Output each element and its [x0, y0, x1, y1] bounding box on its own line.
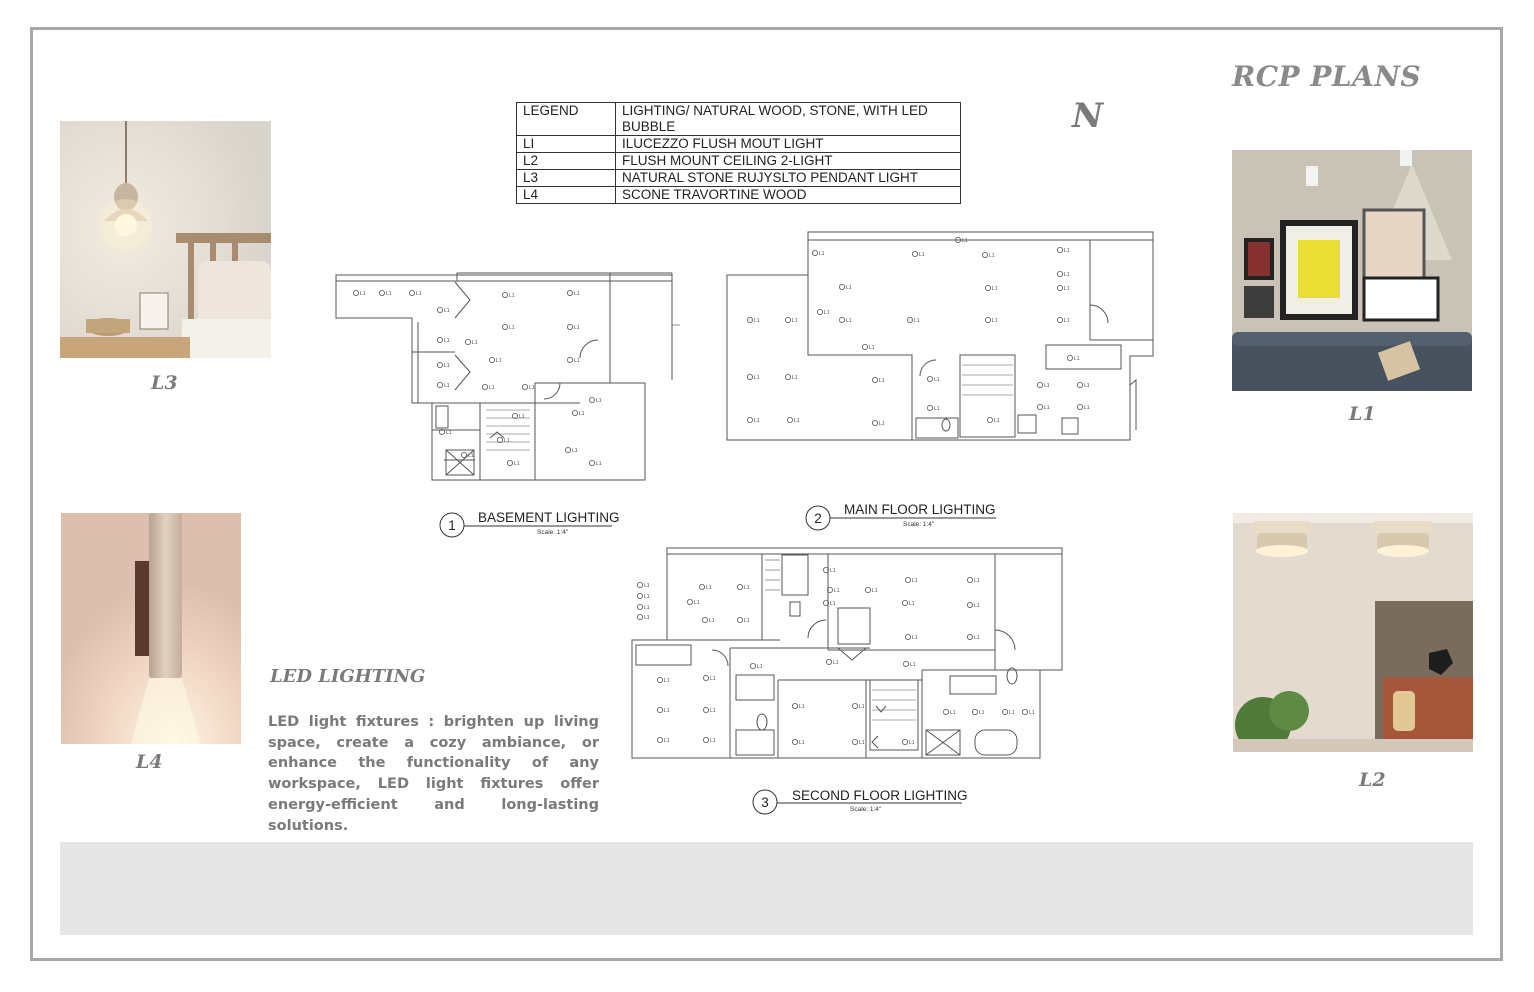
light-fixture-tag: L1 [1029, 710, 1035, 716]
north-indicator: N [1072, 96, 1104, 136]
light-fixture-tag: L1 [579, 411, 585, 417]
light-fixture-symbol [657, 737, 662, 742]
light-fixture-tag: L1 [446, 430, 452, 436]
light-fixture-tag: L1 [799, 740, 805, 746]
light-fixture-tag: L1 [910, 662, 916, 668]
light-fixture-tag: L1 [824, 310, 830, 316]
light-fixture-tag: L1 [974, 603, 980, 609]
light-fixture-symbol [872, 420, 877, 425]
light-fixture-symbol [812, 250, 817, 255]
light-fixture-tag: L1 [596, 461, 602, 467]
legend-key: LI [517, 136, 616, 153]
light-fixture-symbol [657, 677, 662, 682]
light-fixture-tag: L1 [914, 318, 920, 324]
light-fixture-tag: L1 [950, 710, 956, 716]
light-fixture-symbol [872, 377, 877, 382]
light-fixture-symbol [502, 292, 507, 297]
main-plan-label: MAIN FLOOR LIGHTING [844, 502, 996, 517]
light-fixture-symbol [379, 290, 384, 295]
light-fixture-tag: L1 [509, 325, 515, 331]
light-fixture-symbol [737, 584, 742, 589]
legend-value: FLUSH MOUNT CEILING 2-LIGHT [616, 153, 961, 170]
legend-value: ILUCEZZO FLUSH MOUT LIGHT [616, 136, 961, 153]
light-fixture-symbol [502, 324, 507, 329]
light-fixture-tag: L1 [644, 583, 650, 589]
light-fixture-symbol [737, 617, 742, 622]
light-fixture-tag: L1 [386, 291, 392, 297]
light-fixture-symbol [985, 285, 990, 290]
light-fixture-symbol [905, 634, 910, 639]
light-fixture-symbol [972, 709, 977, 714]
legend-value: NATURAL STONE RUJYSLTO PENDANT LIGHT [616, 170, 961, 187]
light-fixture-tag: L1 [574, 325, 580, 331]
light-fixture-tag: L1 [879, 378, 885, 384]
light-fixture-symbol [567, 357, 572, 362]
light-fixture-tag: L1 [794, 418, 800, 424]
light-fixture-tag: L1 [830, 601, 836, 607]
light-fixture-symbol [461, 452, 466, 457]
light-fixture-symbol [747, 417, 752, 422]
light-fixture-tag: L1 [833, 660, 839, 666]
light-fixture-symbol [785, 317, 790, 322]
light-fixture-tag: L1 [909, 740, 915, 746]
basement-plan [336, 273, 680, 480]
light-fixture-tag: L1 [664, 708, 670, 714]
light-fixture-tag: L1 [989, 253, 995, 259]
main-floor-caption [806, 502, 996, 530]
light-fixture-tag: L1 [912, 635, 918, 641]
light-fixture-tag: L1 [644, 594, 650, 600]
light-fixture-symbol [703, 675, 708, 680]
light-fixture-symbol [465, 339, 470, 344]
light-fixture-tag: L1 [444, 383, 450, 389]
light-fixture-symbol [905, 577, 910, 582]
light-fixture-tag: L1 [529, 385, 535, 391]
light-fixture-tag: L1 [909, 601, 915, 607]
light-fixture-tag: L1 [710, 676, 716, 682]
light-fixture-tag: L1 [754, 375, 760, 381]
led-description: LED light fixtures : brighten up living space, create a cozy ambiance, or enhance the functionality of any workspace, LED light fixtures offer energy-efficient and long-lasting solutions. [268, 714, 599, 834]
l4-caption: L4 [136, 751, 163, 773]
light-fixture-symbol [1077, 382, 1082, 387]
light-fixture-tag: L1 [504, 438, 510, 444]
light-fixture-symbol [817, 309, 822, 314]
light-fixture-symbol [1057, 271, 1062, 276]
light-fixture-tag: L1 [1064, 248, 1070, 254]
light-fixture-tag: L1 [664, 738, 670, 744]
light-fixture-tag: L1 [859, 740, 865, 746]
light-fixture-symbol [702, 617, 707, 622]
light-fixture-symbol [967, 577, 972, 582]
light-fixture-symbol [907, 317, 912, 322]
light-fixture-tag: L1 [974, 578, 980, 584]
light-fixture-symbol [943, 709, 948, 714]
light-fixture-tag: L1 [489, 385, 495, 391]
basement-plan-label: BASEMENT LIGHTING [478, 510, 620, 525]
legend-key: L3 [517, 170, 616, 187]
light-fixture-tag: L1 [799, 704, 805, 710]
light-fixture-tag: L1 [496, 358, 502, 364]
light-fixture-tag: L1 [754, 318, 760, 324]
light-fixture-symbol [437, 337, 442, 342]
light-fixture-tag: L1 [979, 710, 985, 716]
light-fixture-symbol [852, 703, 857, 708]
light-fixture-symbol [1067, 355, 1072, 360]
light-fixture-symbol [927, 405, 932, 410]
legend-header-key: LEGEND [517, 103, 616, 136]
light-fixture-tag: L1 [709, 618, 715, 624]
light-fixture-tag: L1 [744, 618, 750, 624]
light-fixture-tag: L1 [710, 738, 716, 744]
light-fixture-tag: L1 [992, 318, 998, 324]
light-fixture-symbol [437, 362, 442, 367]
light-fixture-symbol [589, 460, 594, 465]
light-fixture-symbol [637, 614, 642, 619]
light-fixture-symbol [567, 290, 572, 295]
light-fixture-symbol [437, 382, 442, 387]
light-fixture-tag: L1 [872, 588, 878, 594]
light-fixture-tag: L1 [859, 704, 865, 710]
light-fixture-symbol [1057, 285, 1062, 290]
light-fixture-symbol [572, 410, 577, 415]
light-fixture-tag: L1 [962, 238, 968, 244]
page-title: RCP PLANS [1232, 60, 1422, 93]
light-fixture-symbol [987, 417, 992, 422]
light-fixture-tag: L1 [1064, 272, 1070, 278]
basement-plan-scale: Scale: 1:4" [537, 529, 569, 536]
light-fixture-symbol [982, 252, 987, 257]
light-fixture-tag: L1 [444, 338, 450, 344]
light-fixture-symbol [353, 290, 358, 295]
l3-caption: L3 [151, 372, 178, 394]
l1-caption: L1 [1349, 403, 1376, 425]
light-fixture-symbol [703, 737, 708, 742]
light-fixture-symbol [839, 284, 844, 289]
light-fixture-symbol [750, 663, 755, 668]
light-fixture-tag: L1 [360, 291, 366, 297]
light-fixture-tag: L1 [912, 578, 918, 584]
light-fixture-tag: L1 [644, 615, 650, 621]
led-heading: LED LIGHTING [270, 666, 426, 687]
light-fixture-tag: L1 [444, 308, 450, 314]
light-fixture-tag: L1 [934, 377, 940, 383]
light-fixture-symbol [747, 374, 752, 379]
light-fixture-symbol [902, 600, 907, 605]
light-fixture-tag: L1 [519, 414, 525, 420]
light-fixture-tag: L1 [1064, 286, 1070, 292]
light-fixture-tag: L1 [1084, 405, 1090, 411]
light-fixture-symbol [852, 739, 857, 744]
light-fixture-tag: L1 [919, 252, 925, 258]
light-fixture-tag: L1 [416, 291, 422, 297]
light-fixture-symbol [637, 593, 642, 598]
light-fixture-symbol [437, 307, 442, 312]
light-fixture-tag: L1 [934, 406, 940, 412]
light-fixture-tag: L1 [694, 600, 700, 606]
main-plan-number: 2 [814, 511, 822, 526]
light-fixture-symbol [862, 344, 867, 349]
basement-plan-number: 1 [448, 518, 456, 533]
light-fixture-tag: L1 [830, 568, 836, 574]
light-fixture-tag: L1 [444, 363, 450, 369]
light-fixture-symbol [567, 324, 572, 329]
light-fixture-tag: L1 [509, 293, 515, 299]
light-fixture-symbol [637, 604, 642, 609]
light-fixture-symbol [1022, 709, 1027, 714]
light-fixture-symbol [1037, 404, 1042, 409]
light-fixture-tag: L1 [754, 418, 760, 424]
light-fixture-symbol [902, 739, 907, 744]
light-fixture-symbol [522, 384, 527, 389]
light-fixture-symbol [785, 374, 790, 379]
light-fixture-tag: L1 [472, 340, 478, 346]
basement-caption [440, 510, 620, 537]
light-fixture-symbol [589, 397, 594, 402]
light-fixture-symbol [787, 417, 792, 422]
light-fixture-symbol [1037, 382, 1042, 387]
light-fixture-tag: L1 [846, 285, 852, 291]
light-fixture-tag: L1 [468, 453, 474, 459]
l2-caption: L2 [1359, 769, 1386, 791]
light-fixture-symbol [1057, 247, 1062, 252]
light-fixture-tag: L1 [792, 318, 798, 324]
light-fixture-tag: L1 [664, 678, 670, 684]
light-fixture-symbol [1077, 404, 1082, 409]
light-fixture-tag: L1 [574, 291, 580, 297]
legend-key: L4 [517, 187, 616, 204]
light-fixture-symbol [903, 661, 908, 666]
light-fixture-tag: L1 [834, 588, 840, 594]
second-plan-number: 3 [761, 795, 769, 810]
legend-key: L2 [517, 153, 616, 170]
light-fixture-symbol [409, 290, 414, 295]
second-floor-plan [632, 548, 1062, 758]
light-fixture-tag: L1 [1084, 383, 1090, 389]
second-floor-caption [753, 788, 968, 814]
light-fixture-symbol [565, 447, 570, 452]
light-fixture-tag: L1 [757, 664, 763, 670]
light-fixture-symbol [507, 460, 512, 465]
light-fixture-symbol [927, 376, 932, 381]
light-fixture-symbol [792, 739, 797, 744]
light-fixture-symbol [912, 251, 917, 256]
light-fixture-symbol [489, 357, 494, 362]
light-fixture-tag: L1 [879, 421, 885, 427]
light-fixture-symbol [637, 582, 642, 587]
light-fixture-tag: L1 [992, 286, 998, 292]
light-fixture-tag: L1 [514, 461, 520, 467]
light-fixture-tag: L1 [596, 398, 602, 404]
light-fixture-tag: L1 [869, 345, 875, 351]
light-fixture-tag: L1 [644, 605, 650, 611]
light-fixture-tag: L1 [974, 635, 980, 641]
legend-value: SCONE TRAVORTINE WOOD [616, 187, 961, 204]
light-fixture-symbol [1057, 317, 1062, 322]
light-fixture-symbol [967, 634, 972, 639]
legend-header-value: LIGHTING/ NATURAL WOOD, STONE, WITH LED BUBBLE [616, 103, 961, 136]
light-fixture-symbol [699, 584, 704, 589]
light-fixture-tag: L1 [1064, 318, 1070, 324]
light-fixture-symbol [482, 384, 487, 389]
light-fixture-symbol [792, 703, 797, 708]
light-fixture-tag: L1 [710, 708, 716, 714]
light-fixture-tag: L1 [1009, 710, 1015, 716]
light-fixture-symbol [687, 599, 692, 604]
light-fixture-symbol [826, 659, 831, 664]
light-fixture-tag: L1 [792, 375, 798, 381]
light-fixture-tag: L1 [846, 318, 852, 324]
light-fixture-symbol [865, 587, 870, 592]
light-fixture-symbol [967, 602, 972, 607]
light-fixture-tag: L1 [994, 418, 1000, 424]
light-fixture-symbol [747, 317, 752, 322]
light-fixture-tag: L1 [1044, 405, 1050, 411]
light-fixture-symbol [703, 707, 708, 712]
light-fixture-tag: L1 [572, 448, 578, 454]
second-plan-scale: Scale: 1:4" [850, 806, 882, 813]
light-fixture-tag: L1 [819, 251, 825, 257]
light-fixture-symbol [1002, 709, 1007, 714]
light-fixture-tag: L1 [744, 585, 750, 591]
light-fixture-tag: L1 [706, 585, 712, 591]
light-fixture-tag: L1 [574, 358, 580, 364]
main-plan-scale: Scale: 1:4" [903, 521, 935, 528]
light-fixture-symbol [839, 317, 844, 322]
light-fixture-symbol [985, 317, 990, 322]
light-fixture-tag: L1 [1044, 383, 1050, 389]
light-fixture-symbol [657, 707, 662, 712]
second-plan-label: SECOND FLOOR LIGHTING [792, 788, 968, 803]
light-fixture-tag: L1 [1074, 356, 1080, 362]
